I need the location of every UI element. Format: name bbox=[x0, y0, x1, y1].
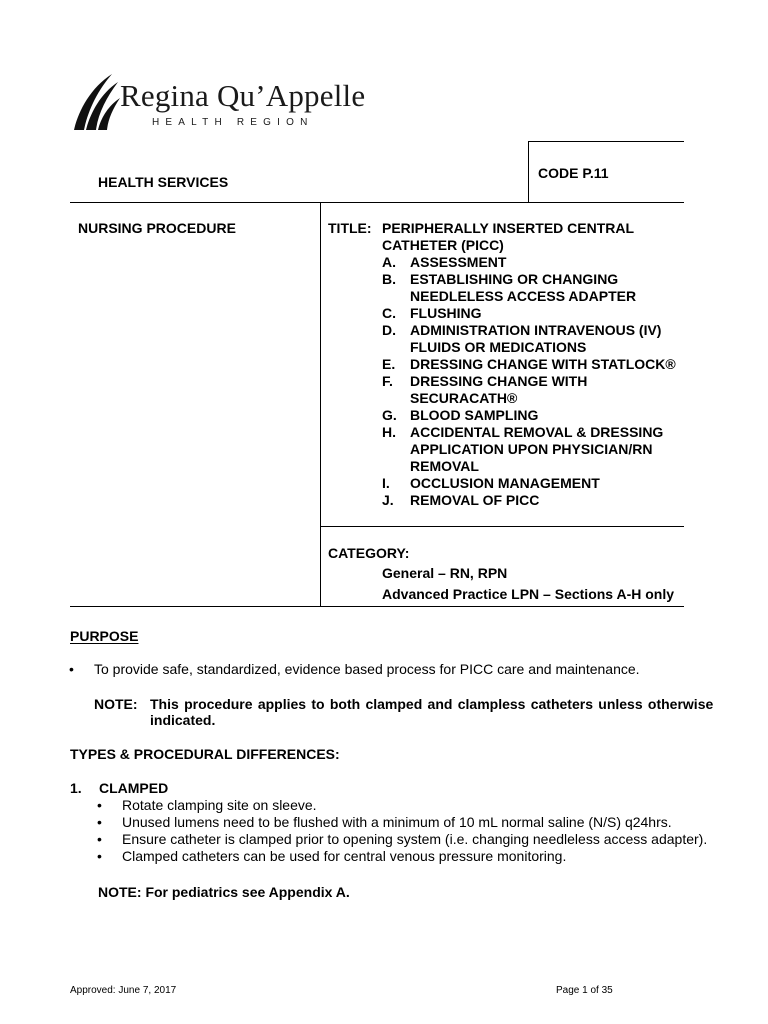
list-item: • Clamped catheters can be used for central venous pressure monitoring. bbox=[122, 848, 707, 865]
title-item-text: FLUIDS OR MEDICATIONS bbox=[410, 339, 587, 355]
title-item-text: OCCLUSION MANAGEMENT bbox=[410, 475, 600, 491]
title-item-text: REMOVAL bbox=[410, 458, 479, 474]
divider bbox=[320, 202, 321, 606]
title-item-row bbox=[328, 305, 482, 322]
clamped-list bbox=[122, 797, 707, 865]
title-item-row bbox=[328, 441, 653, 458]
purpose-heading bbox=[70, 628, 138, 645]
title-item-text: BLOOD SAMPLING bbox=[410, 407, 539, 423]
section-heading: CLAMPED bbox=[99, 780, 169, 796]
title-line: PERIPHERALLY INSERTED CENTRAL bbox=[382, 220, 635, 236]
title-item-letter: F. bbox=[382, 373, 393, 389]
title-label: TITLE: bbox=[328, 220, 372, 236]
divider bbox=[70, 606, 684, 607]
list-item: • Rotate clamping site on sleeve. bbox=[122, 797, 707, 814]
title-item-row bbox=[328, 492, 540, 509]
swoosh-logo-icon bbox=[72, 72, 122, 132]
title-item-row bbox=[328, 407, 539, 424]
title-item-row bbox=[328, 254, 507, 271]
section-number: 1. bbox=[70, 780, 82, 796]
logo-name: Regina Qu’Appelle bbox=[120, 78, 366, 113]
department-label: HEALTH SERVICES bbox=[98, 174, 229, 190]
title-item-text: ESTABLISHING OR CHANGING bbox=[410, 271, 619, 287]
title-item-row bbox=[328, 424, 664, 441]
title-item-row bbox=[328, 288, 637, 305]
category-general: General – RN, RPN bbox=[382, 565, 508, 581]
title-item-letter: B. bbox=[382, 271, 396, 287]
title-item-row bbox=[328, 458, 479, 475]
title-item-row bbox=[328, 322, 662, 339]
title-item-row bbox=[328, 390, 518, 407]
purpose-heading-text: PURPOSE bbox=[70, 628, 139, 644]
procedure-title-block bbox=[328, 220, 676, 509]
category-label: CATEGORY: bbox=[328, 545, 410, 561]
title-item-letter: H. bbox=[382, 424, 396, 440]
title-item-letter: G. bbox=[382, 407, 397, 423]
title-item-letter: I. bbox=[382, 475, 390, 491]
list-item: • To provide safe, standardized, evidence based process for PICC care and maintenance. bbox=[94, 661, 640, 678]
title-item-text: SECURACATH® bbox=[410, 390, 518, 406]
approved-date: Approved: June 7, 2017 bbox=[70, 985, 177, 996]
title-item-row bbox=[328, 475, 600, 492]
title-item-row bbox=[328, 356, 676, 373]
title-item-text: REMOVAL OF PICC bbox=[410, 492, 540, 508]
title-item-text: ASSESSMENT bbox=[410, 254, 507, 270]
list-item: • Unused lumens need to be flushed with a minimum of 10 mL normal saline (N/S) q24hrs. bbox=[122, 814, 707, 831]
title-item-letter: A. bbox=[382, 254, 396, 270]
note-label: NOTE: bbox=[94, 696, 138, 712]
title-item-text: NEEDLELESS ACCESS ADAPTER bbox=[410, 288, 637, 304]
title-item-text: DRESSING CHANGE WITH bbox=[410, 373, 588, 389]
note-text: indicated. bbox=[150, 712, 216, 728]
divider bbox=[320, 526, 684, 527]
divider bbox=[70, 202, 684, 203]
title-item-row bbox=[328, 339, 587, 356]
title-line: CATHETER (PICC) bbox=[382, 237, 504, 253]
regina-quappelle-logo bbox=[72, 72, 372, 132]
procedure-type: NURSING PROCEDURE bbox=[78, 220, 236, 236]
note-text: This procedure applies to both clamped and clampless catheters unless otherwise bbox=[150, 696, 714, 712]
title-item-letter: E. bbox=[382, 356, 396, 372]
divider bbox=[528, 141, 684, 142]
pediatrics-note: NOTE: For pediatrics see Appendix A. bbox=[98, 884, 350, 900]
list-item: • Ensure catheter is clamped prior to opening system (i.e. changing needleless access adapter). bbox=[122, 831, 707, 848]
logo-subtitle: HEALTH REGION bbox=[152, 117, 314, 128]
types-heading: TYPES & PROCEDURAL DIFFERENCES: bbox=[70, 746, 340, 762]
title-item-row bbox=[328, 373, 588, 390]
title-item-text: ADMINISTRATION INTRAVENOUS (IV) bbox=[410, 322, 662, 338]
title-item-letter: C. bbox=[382, 305, 396, 321]
title-item-text: DRESSING CHANGE WITH STATLOCK® bbox=[410, 356, 676, 372]
title-item-letter: J. bbox=[382, 492, 394, 508]
title-item-text: FLUSHING bbox=[410, 305, 482, 321]
divider bbox=[528, 141, 529, 202]
page-number: Page 1 of 35 bbox=[556, 985, 613, 996]
title-item-letter: D. bbox=[382, 322, 396, 338]
title-item-text: ACCIDENTAL REMOVAL & DRESSING bbox=[410, 424, 664, 440]
procedure-code: CODE P.11 bbox=[538, 165, 609, 181]
title-item-row bbox=[328, 271, 619, 288]
purpose-list bbox=[94, 661, 640, 678]
category-advanced: Advanced Practice LPN – Sections A-H only bbox=[382, 586, 675, 602]
title-items-list bbox=[328, 254, 676, 509]
title-item-text: APPLICATION UPON PHYSICIAN/RN bbox=[410, 441, 653, 457]
